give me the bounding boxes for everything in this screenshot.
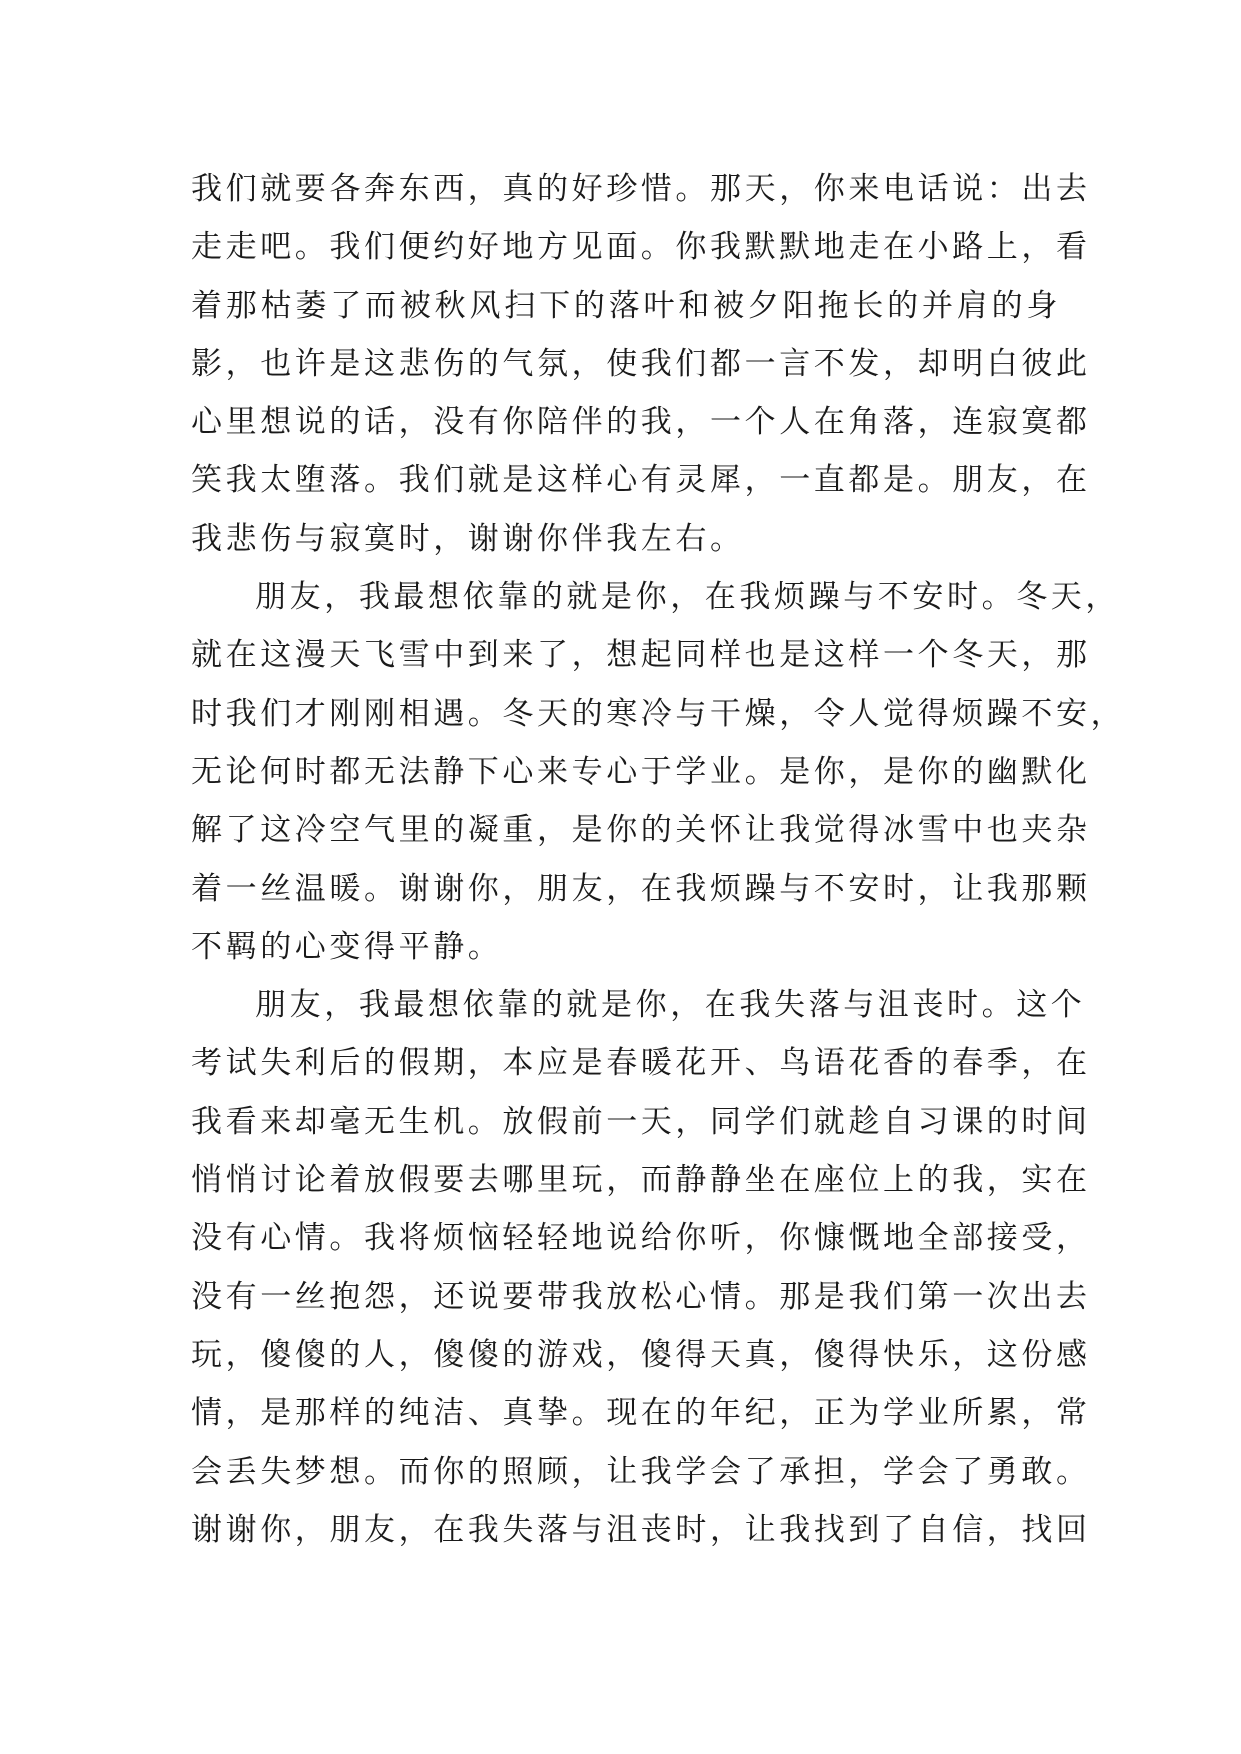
text-line: 不羁的心变得平静。 bbox=[191, 928, 503, 965]
text-line: 玩，傻傻的人，傻傻的游戏，傻得天真，傻得快乐，这份感 bbox=[191, 1336, 1091, 1373]
text-line: 时我们才刚刚相遇。冬天的寒冷与干燥，令人觉得烦躁不安， bbox=[191, 695, 1126, 732]
text-line: 我悲伤与寂寞时，谢谢你伴我左右。 bbox=[191, 520, 745, 557]
text-line: 着那枯萎了而被秋风扫下的落叶和被夕阳拖长的并肩的身 bbox=[191, 287, 1061, 324]
body-text bbox=[191, 160, 1126, 1559]
paragraph-1 bbox=[191, 160, 1091, 568]
text-line: 没有心情。我将烦恼轻轻地说给你听，你慷慨地全部接受， bbox=[191, 1220, 1091, 1257]
text-line: 就在这漫天飞雪中到来了，想起同样也是这样一个冬天，那 bbox=[191, 637, 1091, 674]
text-line: 朋友，我最想依靠的就是你，在我烦躁与不安时。冬天， bbox=[255, 579, 1120, 616]
text-line: 走走吧。我们便约好地方见面。你我默默地走在小路上，看 bbox=[191, 229, 1091, 266]
text-line: 会丢失梦想。而你的照顾，让我学会了承担，学会了勇敢。 bbox=[191, 1453, 1091, 1490]
text-line: 没有一丝抱怨，还说要带我放松心情。那是我们第一次出去 bbox=[191, 1278, 1091, 1315]
text-line: 悄悄讨论着放假要去哪里玩，而静静坐在座位上的我，实在 bbox=[191, 1162, 1091, 1199]
paragraph-3 bbox=[191, 976, 1091, 1559]
text-line: 我们就要各奔东西，真的好珍惜。那天，你来电话说：出去 bbox=[191, 171, 1091, 207]
text-line: 无论何时都无法静下心来专心于学业。是你，是你的幽默化 bbox=[191, 753, 1091, 790]
text-line: 心里想说的话，没有你陪伴的我，一个人在角落，连寂寞都 bbox=[191, 404, 1091, 441]
paragraph-2 bbox=[191, 568, 1126, 976]
text-line: 笑我太堕落。我们就是这样心有灵犀，一直都是。朋友，在 bbox=[191, 462, 1091, 499]
text-line: 情，是那样的纯洁、真挚。现在的年纪，正为学业所累，常 bbox=[191, 1395, 1091, 1432]
text-line: 考试失利后的假期，本应是春暖花开、鸟语花香的春季，在 bbox=[191, 1045, 1091, 1082]
text-line: 朋友，我最想依靠的就是你，在我失落与沮丧时。这个 bbox=[255, 987, 1086, 1024]
text-line: 着一丝温暖。谢谢你，朋友，在我烦躁与不安时，让我那颗 bbox=[191, 870, 1091, 907]
text-line: 我看来却毫无生机。放假前一天，同学们就趁自习课的时间 bbox=[191, 1103, 1091, 1140]
text-line: 影，也许是这悲伤的气氛，使我们都一言不发，却明白彼此 bbox=[191, 345, 1091, 382]
text-line: 谢谢你，朋友，在我失落与沮丧时，让我找到了自信，找回 bbox=[191, 1511, 1091, 1548]
text-line: 解了这冷空气里的凝重，是你的关怀让我觉得冰雪中也夹杂 bbox=[191, 812, 1091, 849]
